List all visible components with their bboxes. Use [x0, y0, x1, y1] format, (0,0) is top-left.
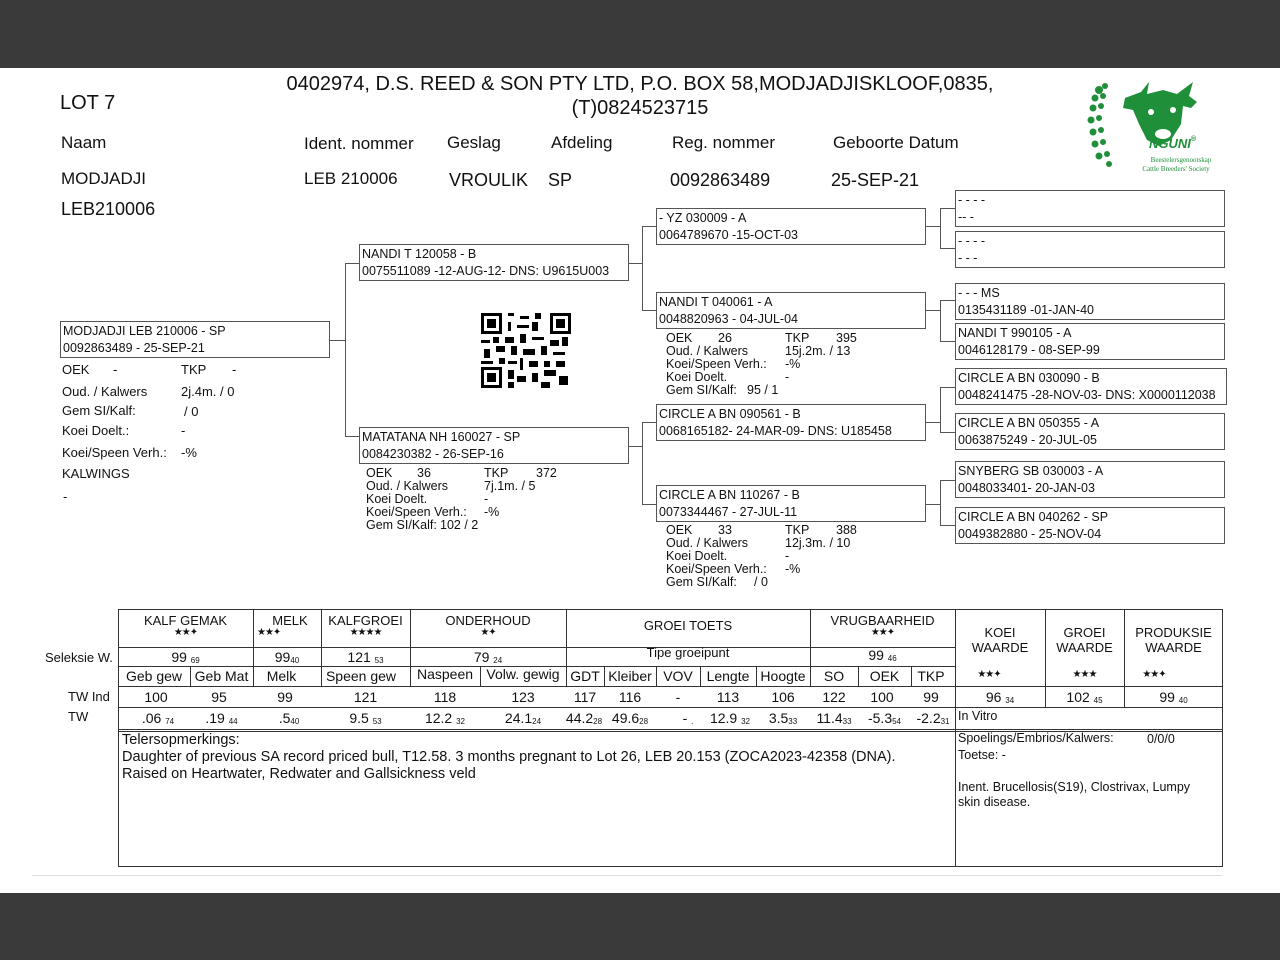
groei-waarde-num: 102	[1066, 689, 1090, 705]
label-naam: Naam	[61, 133, 107, 152]
ggp-8-line-1: CIRCLE A BN 040262 - SP	[958, 510, 1109, 524]
spoelings-value: 0/0/0	[1147, 732, 1175, 746]
connector	[642, 226, 643, 310]
tw-value	[700, 710, 760, 726]
gp-dd-oud-label: Oud. / Kalwers	[666, 536, 748, 550]
dam-gem-label: Gem SI/Kalf:	[366, 518, 437, 532]
gp-sire-sire-box	[656, 208, 926, 245]
ggp-2-line-1: - - - -	[958, 234, 986, 248]
tw-acc: 28	[639, 717, 649, 726]
tw-num: .06	[141, 710, 162, 726]
seleksie-kalf	[118, 649, 253, 665]
subject-oud-label: Oud. / Kalwers	[62, 384, 148, 399]
melk-stars: ★★✦	[257, 627, 281, 638]
gp-ss-line-2: 0064789670 -15-OCT-03	[659, 228, 798, 242]
vrugbaarheid-stars: ★★✦	[870, 627, 895, 638]
col-label: Geb gew	[125, 668, 183, 684]
col-label: OEK	[869, 668, 900, 684]
dam-speen-label: Koei/Speen Verh.:	[366, 505, 467, 519]
ggp-box-7	[955, 461, 1225, 498]
connector	[642, 226, 656, 227]
tw-acc: 74	[165, 717, 175, 726]
tw-acc: 32	[741, 717, 751, 726]
grid-line	[566, 666, 810, 667]
gp-sd-koei-label: Koei Doelt.	[666, 370, 728, 384]
remarks-title: Telersopmerkings:	[122, 732, 240, 748]
ggp-7-line-2: 0048033401- 20-JAN-03	[958, 481, 1095, 495]
tw-acc: 28	[593, 717, 603, 726]
group-melk	[253, 613, 321, 638]
gp-sd-stats	[666, 332, 926, 397]
seleksie-melk	[253, 649, 321, 665]
group-onderhoud	[410, 613, 566, 638]
qr-code	[481, 313, 571, 388]
connector	[940, 387, 941, 432]
tw-ind-value: 113	[716, 689, 740, 705]
connector	[940, 208, 955, 209]
col-label: Geb Mat	[194, 668, 249, 684]
dam-tkp-label: TKP	[484, 466, 509, 480]
connector	[926, 422, 940, 423]
seleksie-groei	[321, 649, 410, 665]
tw-num: 24.1	[504, 710, 533, 726]
col-label: SO	[823, 668, 845, 684]
subject-gem-value: / 0	[184, 404, 199, 419]
seleksie-vrug	[810, 647, 955, 663]
gp-sd-gem-label: Gem SI/Kalf:	[666, 383, 737, 397]
ggp-6-line-2: 0063875249 - 20-JUL-05	[958, 433, 1097, 447]
gp-sd-speen-value: -%	[785, 357, 801, 371]
ggp-5-line-1: CIRCLE A BN 030090 - B	[958, 371, 1100, 385]
connector	[940, 248, 955, 249]
dam-oek-value: 36	[417, 466, 431, 480]
tw-value	[118, 710, 198, 726]
ggp-3-line-2: 0135431189 -01-JAN-40	[958, 303, 1094, 317]
tw-acc: 53	[372, 717, 382, 726]
col-label: TKP	[917, 668, 945, 684]
groei-stars: ★★★	[1072, 669, 1097, 680]
connector	[926, 310, 940, 311]
koei-waarde-1: KOEI	[984, 625, 1016, 640]
tw-num: -5.3	[867, 710, 893, 726]
connector	[642, 422, 643, 504]
gp-dd-tkp-value: 388	[836, 523, 857, 537]
kalf-gemak-stars: ★★✦	[173, 627, 198, 638]
gp-sd-koei-value: -	[785, 370, 790, 384]
in-vitro-label: In Vitro	[958, 709, 998, 723]
gp-sire-dam-box	[656, 292, 926, 329]
connector	[330, 340, 345, 341]
gp-ds-line-1: CIRCLE A BN 090561 - B	[659, 407, 801, 421]
ggp-box-5	[955, 368, 1227, 405]
tw-ind-value: 99	[923, 689, 939, 705]
seleksie-vrug-acc: 46	[887, 654, 897, 663]
ggp-8-line-2: 0049382880 - 25-NOV-04	[958, 527, 1102, 541]
ggp-box-1	[955, 190, 1225, 227]
subject-line-2: 0092863489 - 25-SEP-21	[63, 341, 205, 355]
seleksie-vrug-value: 99	[868, 647, 884, 663]
label-ident: Ident. nommer	[304, 134, 414, 153]
col-label: Naspeen	[416, 666, 474, 682]
groei-waarde-value	[1045, 689, 1124, 705]
dam-koei-value: -	[484, 492, 489, 506]
connector	[940, 208, 941, 248]
gp-dam-sire-box	[656, 404, 926, 441]
gp-dam-dam-box	[656, 485, 926, 522]
seleksie-melk-value: 99	[274, 649, 291, 665]
seleksie-groei-acc: 53	[374, 656, 384, 665]
group-koei-waarde	[955, 625, 1045, 655]
col-label: Speen gew	[325, 668, 397, 684]
tw-ind-value: 117	[573, 689, 597, 705]
vrugbaarheid-label: VRUGBAARHEID	[830, 613, 935, 628]
gp-dd-koei-label: Koei Doelt.	[666, 549, 728, 563]
tw-ind-value: 95	[211, 689, 227, 705]
tw-num: 12.2	[424, 710, 453, 726]
produksie-waarde-2: WAARDE	[1145, 640, 1202, 655]
col-label: VOV	[663, 668, 693, 684]
bottom-bar	[0, 893, 1280, 960]
tw-value	[604, 710, 656, 726]
koei-waarde-2: WAARDE	[971, 640, 1029, 655]
gp-dd-speen-value: -%	[785, 562, 801, 576]
groei-waarde-2: WAARDE	[1056, 640, 1113, 655]
label-afdeling: Afdeling	[551, 133, 613, 152]
connector	[926, 226, 940, 227]
gp-dd-koei-value: -	[785, 549, 790, 563]
remarks-line-2: Raised on Heartwater, Redwater and Gallsickness veld	[122, 766, 476, 782]
produksie-waarde-acc: 40	[1178, 696, 1188, 705]
tw-acc: 32	[456, 717, 466, 726]
grid-line	[118, 729, 1223, 730]
seleksie-onderhoud	[410, 649, 566, 665]
tw-value	[321, 710, 410, 726]
connector	[345, 263, 359, 264]
gp-sd-oud-label: Oud. / Kalwers	[666, 344, 748, 358]
tw-num: 3.5	[768, 710, 789, 726]
animal-ident: LEB 210006	[304, 169, 398, 188]
tw-num: 9.5	[349, 710, 369, 726]
onderhoud-label: ONDERHOUD	[445, 613, 531, 628]
tw-ind-value: 121	[353, 689, 378, 705]
melk-label: MELK	[272, 613, 308, 628]
gp-dd-gem-value: / 0	[754, 575, 768, 589]
connector	[940, 300, 955, 301]
col-label: Hoogte	[760, 668, 806, 684]
koei-stars: ★★✦	[977, 669, 1001, 680]
grid-line	[118, 707, 1223, 708]
connector	[940, 480, 955, 481]
gp-sd-tkp-value: 395	[836, 331, 857, 345]
tw-acc: .	[691, 717, 694, 726]
nguni-logo	[1085, 76, 1230, 181]
subject-koei-value: -	[181, 423, 186, 438]
tw-num: .19	[205, 710, 225, 726]
tw-value	[410, 710, 480, 726]
gp-sd-gem-value: 95 / 1	[747, 383, 779, 397]
onderhoud-stars: ★✦	[480, 627, 496, 638]
nguni-brand: NGUNI	[1149, 136, 1191, 151]
dam-gem-value: 102 / 2	[440, 518, 479, 532]
label-geslag: Geslag	[447, 133, 501, 152]
col-label: Melk	[266, 668, 297, 684]
tw-acc: 33	[842, 717, 852, 726]
tw-num: 11.4	[816, 710, 843, 726]
subject-tkp-label: TKP	[181, 362, 207, 377]
gp-dd-speen-label: Koei/Speen Verh.:	[666, 562, 767, 576]
ggp-box-6	[955, 413, 1225, 450]
label-reg: Reg. nommer	[672, 133, 775, 152]
produksie-waarde-1: PRODUKSIE	[1135, 625, 1212, 640]
kalwings-label: KALWINGS	[62, 466, 130, 481]
connector	[940, 525, 955, 526]
inent-line-2: skin disease.	[958, 795, 1031, 809]
gp-sd-speen-label: Koei/Speen Verh.:	[666, 357, 767, 371]
gp-sd-tkp-label: TKP	[785, 331, 810, 345]
tw-num: -2.2	[916, 710, 941, 726]
connector	[940, 341, 955, 342]
connector	[926, 504, 940, 505]
col-label: Kleiber	[608, 668, 652, 684]
subject-oud-value: 2j.4m. / 0	[181, 384, 235, 399]
seleksie-onder-value: 79	[473, 649, 490, 665]
row-label-tw-ind: TW Ind	[68, 689, 110, 704]
sire-line-2: 0075511089 -12-AUG-12- DNS: U9615U003	[362, 264, 610, 278]
row-label-seleksie: Seleksie W.	[45, 650, 113, 665]
gp-dd-line-2: 0073344467 - 27-JUL-11	[659, 505, 798, 519]
ggp-4-line-1: NANDI T 990105 - A	[958, 326, 1072, 340]
group-vrugbaarheid	[810, 613, 955, 638]
top-bar	[0, 0, 1280, 68]
koei-waarde-stars	[955, 670, 1023, 680]
ggp-box-3	[955, 283, 1225, 320]
tw-value	[480, 710, 566, 726]
tw-num: .5	[278, 710, 291, 726]
produksie-waarde-num: 99	[1159, 689, 1175, 705]
ggp-box-8	[955, 507, 1225, 544]
tw-acc: 44	[228, 717, 238, 726]
groei-waarde-acc: 45	[1093, 696, 1103, 705]
seleksie-melk-acc: 40	[290, 656, 300, 665]
tw-ind-value: -	[675, 689, 681, 705]
animal-geslag: VROULIK	[449, 170, 529, 190]
dam-stats	[366, 467, 626, 532]
spoelings-label: Spoelings/Embrios/Kalwers:	[958, 731, 1114, 745]
gp-sd-line-2: 0048820963 - 04-JUL-04	[659, 312, 798, 326]
gp-sd-line-1: NANDI T 040061 - A	[659, 295, 773, 309]
koei-waarde-acc: 34	[1005, 696, 1015, 705]
dam-koei-label: Koei Doelt.	[366, 492, 428, 506]
row-label-tw: TW	[68, 709, 89, 724]
breeder-line-1: 0402974, D.S. REED & SON PTY LTD, P.O. BOX 58,MODJADJISKLOOF,0835,	[286, 73, 994, 95]
animal-reg: 0092863489	[670, 170, 771, 190]
ggp-2-line-2: - - -	[958, 251, 978, 265]
produksie-waarde-value	[1124, 689, 1223, 705]
nguni-trademark: ®	[1190, 136, 1197, 143]
kalf-gemak-label: KALF GEMAK	[143, 613, 228, 628]
tw-acc: 54	[892, 717, 902, 726]
tw-num: 12.9	[709, 710, 738, 726]
seleksie-onder-acc: 24	[493, 656, 503, 665]
produksie-waarde-stars	[1124, 670, 1184, 680]
footer-rule	[32, 875, 1222, 876]
koei-waarde-value	[955, 689, 1045, 705]
ggp-5-line-2: 0048241475 -28-NOV-03- DNS: X0000112038	[958, 388, 1216, 402]
subject-speen-value: -%	[181, 445, 197, 460]
remarks-line-1: Daughter of previous SA record priced bull, T12.58. 3 months pregnant to Lot 26, LEB 20.153 (ZOCA2023-42358 (DNA).	[122, 749, 896, 765]
dam-box	[359, 427, 629, 464]
gp-ss-line-1: - YZ 030009 - A	[659, 211, 747, 225]
animal-name: MODJADJI	[61, 169, 146, 188]
connector	[940, 432, 955, 433]
kalfgroei-stars: ★★★★	[349, 627, 382, 638]
koei-waarde-num: 96	[985, 689, 1002, 705]
tw-ind-value: 99	[277, 689, 293, 705]
qr-code-graphic	[481, 313, 571, 388]
subject-oek-value: -	[113, 362, 118, 377]
nguni-sub-2: Cattle Breeders' Society	[1142, 165, 1210, 173]
tw-ind-value: 100	[870, 689, 894, 705]
group-kalf-gemak	[118, 613, 253, 638]
connector	[642, 422, 656, 423]
groei-waarde-1: GROEI	[1063, 625, 1106, 640]
col-label: Volw. gewig	[486, 666, 560, 682]
sire-box	[359, 244, 629, 281]
groei-waarde-stars	[1045, 670, 1124, 680]
tw-value	[756, 710, 810, 726]
ggp-6-line-1: CIRCLE A BN 050355 - A	[958, 416, 1100, 430]
dam-speen-value: -%	[484, 505, 500, 519]
toetse: Toetse: -	[958, 748, 1006, 762]
subject-line-1: MODJADJI LEB 210006 - SP	[63, 324, 226, 338]
tw-value	[253, 710, 325, 726]
kalfgroei-label: KALFGROEI	[328, 613, 403, 628]
connector	[345, 263, 346, 436]
seleksie-groei-value: 121	[347, 649, 371, 665]
animal-dob: 25-SEP-21	[831, 170, 920, 190]
lot-number: LOT 7	[60, 92, 116, 114]
connector	[940, 300, 941, 341]
connector	[642, 504, 656, 505]
gp-sd-oek-label: OEK	[666, 331, 693, 345]
group-produksie-waarde	[1124, 625, 1223, 655]
tw-ind-value: 116	[618, 689, 642, 705]
dam-oud-value: 7j.1m. / 5	[484, 479, 536, 493]
tw-ind-value: 123	[511, 689, 535, 705]
ggp-7-line-1: SNYBERG SB 030003 - A	[958, 464, 1104, 478]
subject-box	[60, 321, 330, 358]
ggp-box-4	[955, 323, 1225, 360]
seleksie-kalf-acc: 69	[190, 656, 200, 665]
seleksie-kalf-value: 99	[171, 649, 187, 665]
inent-line-1: Inent. Brucellosis(S19), Clostrivax, Lumpy	[958, 780, 1191, 794]
tw-num: 49.6	[611, 710, 640, 726]
subject-koei-label: Koei Doelt.:	[62, 423, 130, 438]
group-groei-waarde	[1045, 625, 1124, 655]
gp-dd-oek-label: OEK	[666, 523, 693, 537]
tw-value	[911, 710, 955, 726]
gp-dd-gem-label: Gem SI/Kalf:	[666, 575, 737, 589]
tw-num: -	[682, 710, 688, 726]
tw-ind-value: 106	[771, 689, 795, 705]
tw-ind-value: 100	[144, 689, 168, 705]
tw-value	[858, 710, 911, 726]
ggp-1-line-1: - - - -	[958, 193, 986, 207]
gp-sd-oud-value: 15j.2m. / 13	[785, 344, 851, 358]
connector	[629, 263, 642, 264]
dam-tkp-value: 372	[536, 466, 557, 480]
animal-afdeling: SP	[548, 170, 573, 190]
connector	[940, 480, 941, 525]
produksie-stars: ★★✦	[1142, 669, 1166, 680]
gp-dd-tkp-label: TKP	[785, 523, 810, 537]
tw-ind-value: 118	[433, 689, 457, 705]
tw-acc: 40	[290, 717, 300, 726]
ggp-3-line-1: - - - MS	[958, 286, 1000, 300]
gp-dd-oek-value: 33	[718, 523, 732, 537]
group-kalfgroei	[321, 613, 410, 638]
tw-acc: 33	[788, 717, 798, 726]
grid-line	[118, 686, 1223, 687]
tw-num: 44.2	[565, 710, 594, 726]
gp-ds-line-2: 0068165182- 24-MAR-09- DNS: U185458	[659, 424, 892, 438]
tw-value	[190, 710, 253, 726]
label-geboorte: Geboorte Datum	[833, 133, 959, 152]
nguni-sub-1: Beestelersgenootskap	[1150, 156, 1212, 164]
subject-speen-label: Koei/Speen Verh.:	[62, 445, 167, 460]
gp-dd-line-1: CIRCLE A BN 110267 - B	[659, 488, 800, 502]
col-label: GDT	[570, 668, 600, 684]
kalwings-value: -	[63, 489, 68, 504]
sire-line-1: NANDI T 120058 - B	[362, 247, 477, 261]
connector	[629, 446, 642, 447]
ggp-1-line-2: -- -	[958, 210, 974, 224]
subject-gem-label: Gem SI/Kalf:	[62, 403, 136, 418]
ggp-4-line-2: 0046128179 - 08-SEP-99	[958, 343, 1100, 357]
tw-ind-value: 122	[822, 689, 846, 705]
col-label: Lengte	[706, 668, 750, 684]
dam-line-1: MATATANA NH 160027 - SP	[362, 430, 521, 444]
tw-value	[562, 710, 606, 726]
connector	[940, 387, 955, 388]
dam-line-2: 0084230382 - 26-SEP-16	[362, 447, 504, 461]
breeder-line-2: (T)0824523715	[571, 97, 709, 119]
ggp-box-2	[955, 231, 1225, 268]
tipe-groeipunt: Tipe groeipunt	[646, 645, 730, 660]
animal-code: LEB210006	[61, 199, 156, 219]
dam-oud-label: Oud. / Kalwers	[366, 479, 448, 493]
gp-dd-stats	[666, 524, 926, 589]
subject-oek-label: OEK	[62, 362, 90, 377]
gp-dd-oud-value: 12j.3m. / 10	[785, 536, 851, 550]
tw-acc: 24	[532, 717, 542, 726]
gp-sd-oek-value: 26	[718, 331, 732, 345]
tw-value	[810, 710, 858, 726]
dam-oek-label: OEK	[366, 466, 393, 480]
connector	[642, 310, 656, 311]
subject-tkp-value: -	[232, 362, 237, 377]
remarks	[122, 732, 896, 783]
connector	[345, 436, 359, 437]
tw-acc: 31	[940, 717, 950, 726]
group-groei-toets: GROEI TOETS	[643, 618, 733, 633]
